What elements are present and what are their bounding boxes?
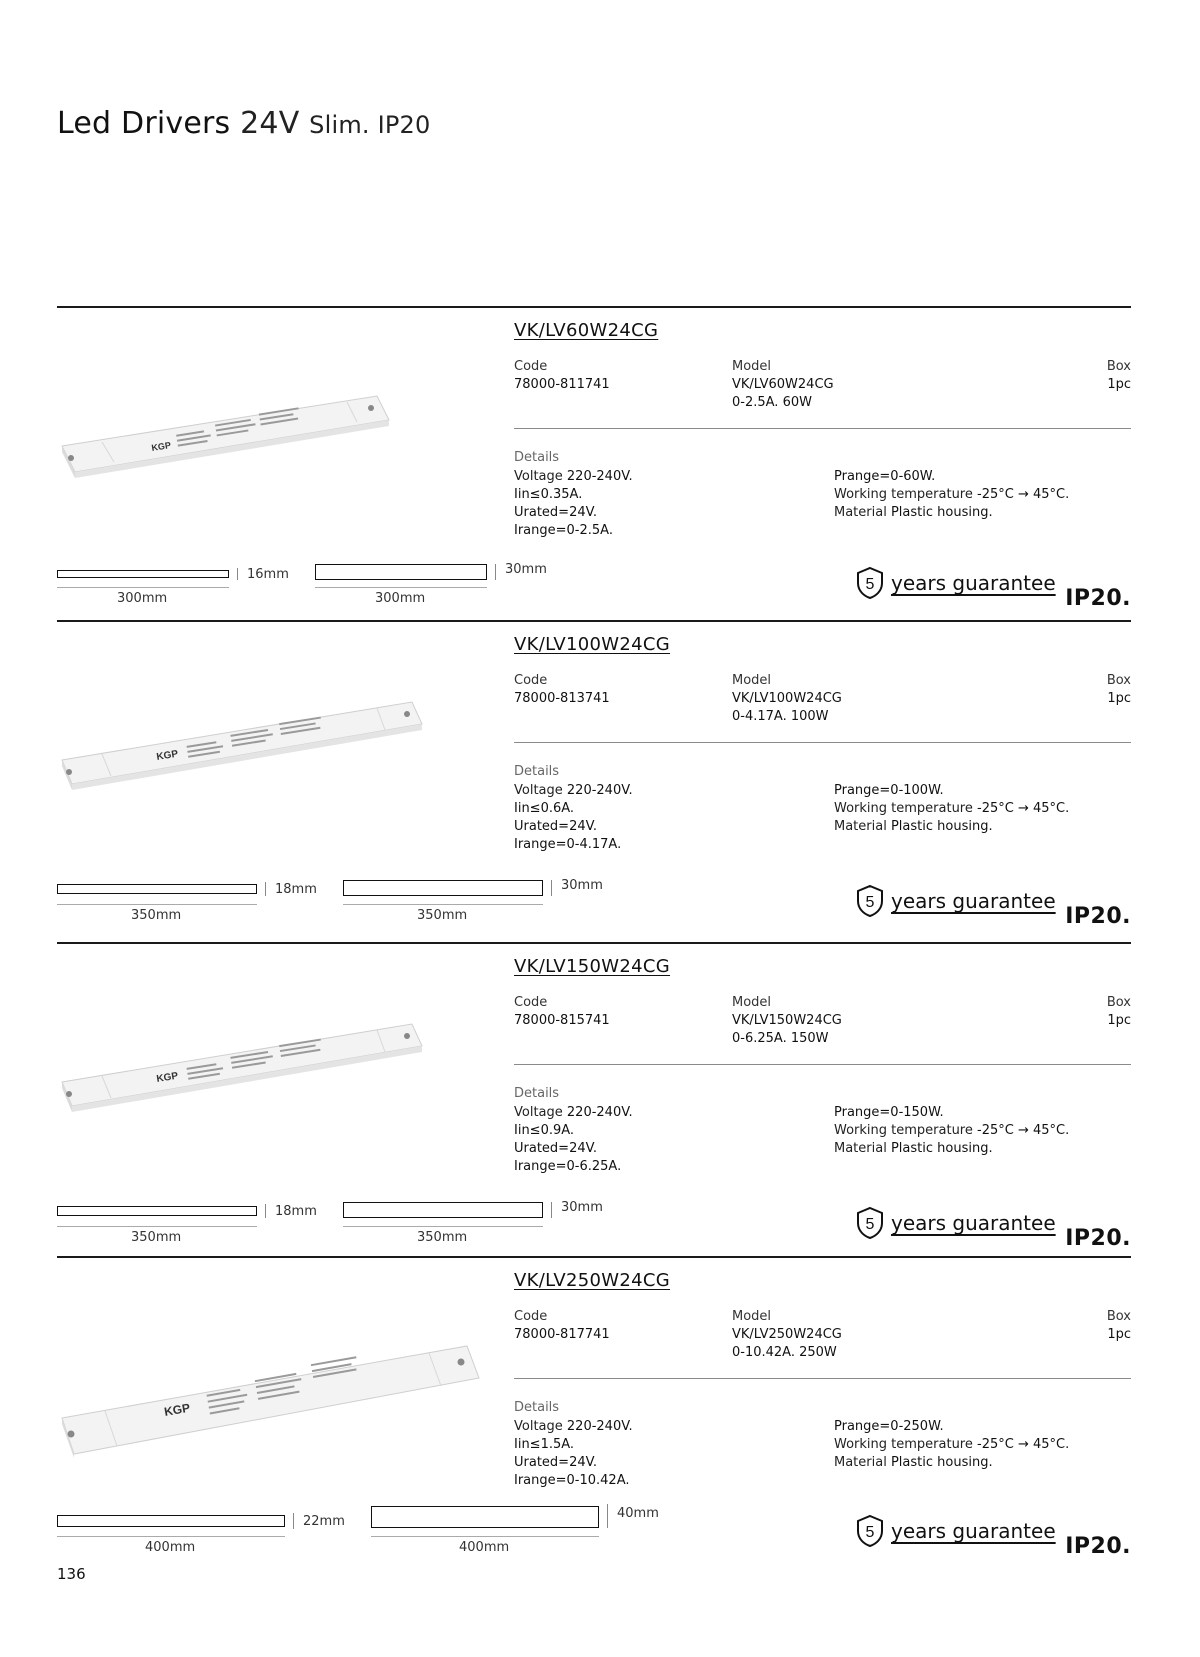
material-value: Plastic housing. <box>890 1141 993 1156</box>
top-profile-bar <box>343 880 543 896</box>
top-length-line <box>343 904 543 905</box>
guarantee-text: years guarantee <box>891 1211 1056 1235</box>
side-length-line <box>57 587 229 588</box>
voltage-value: 220-240V. <box>566 1419 633 1434</box>
brand-label: KGP <box>163 1400 192 1419</box>
box-value: 1pc <box>1107 1327 1131 1342</box>
box-value: 1pc <box>1107 1013 1131 1028</box>
page-number: 136 <box>57 1565 86 1583</box>
material-label: Material <box>834 819 887 834</box>
material-value: Plastic housing. <box>890 819 993 834</box>
details-right <box>834 1104 1069 1158</box>
top-length-line <box>315 587 487 588</box>
divider <box>514 1378 1131 1379</box>
details-label: Details <box>514 1400 560 1415</box>
width-tick <box>495 564 496 580</box>
guarantee-badge <box>855 1206 1056 1240</box>
brand-label: KGP <box>150 440 172 453</box>
ip-rating: IP20. <box>1065 904 1131 929</box>
divider <box>514 742 1131 743</box>
material-value: Plastic housing. <box>890 1455 993 1470</box>
temperature-label: Working temperature <box>834 487 973 502</box>
top-length-label: 300mm <box>375 591 426 606</box>
temperature-label: Working temperature <box>834 1123 973 1138</box>
model-value: VK/LV60W24CG <box>732 377 834 392</box>
side-length-label: 300mm <box>117 591 168 606</box>
side-height-label: 18mm <box>275 882 317 897</box>
height-tick <box>237 568 238 580</box>
product-image <box>57 690 457 800</box>
side-length-label: 350mm <box>131 908 182 923</box>
irange-value: Irange=0-4.17A. <box>514 837 622 852</box>
top-length-line <box>343 1226 543 1227</box>
side-height-label: 18mm <box>275 1204 317 1219</box>
material-label: Material <box>834 1141 887 1156</box>
temperature-value: -25°C → 45°C. <box>977 801 1070 816</box>
model-label: Model <box>732 673 772 688</box>
side-height-label: 22mm <box>303 1514 345 1529</box>
width-tick <box>551 1202 552 1218</box>
code-value: 78000-813741 <box>514 691 610 706</box>
material-label: Material <box>834 1455 887 1470</box>
details-right <box>834 1418 1069 1472</box>
prange-value: Prange=0-100W. <box>834 783 944 798</box>
model-column <box>732 994 842 1048</box>
irange-value: Irange=0-6.25A. <box>514 1159 622 1174</box>
iin-value: Iin≤0.6A. <box>514 801 575 816</box>
code-label: Code <box>514 995 548 1010</box>
side-length-line <box>57 1226 257 1227</box>
code-column <box>514 358 610 394</box>
top-profile-bar <box>343 1202 543 1218</box>
voltage-label: Voltage <box>514 1105 563 1120</box>
details-label: Details <box>514 1086 560 1101</box>
product-model-heading: VK/LV60W24CG <box>514 320 659 341</box>
model-spec: 0-4.17A. 100W <box>732 709 829 724</box>
box-value: 1pc <box>1107 691 1131 706</box>
width-tick <box>607 1504 608 1528</box>
divider <box>514 1064 1131 1065</box>
model-value: VK/LV250W24CG <box>732 1327 842 1342</box>
top-length-label: 350mm <box>417 1230 468 1245</box>
code-column <box>514 672 610 708</box>
top-width-label: 30mm <box>561 878 603 893</box>
details-left <box>514 468 633 540</box>
code-value: 78000-815741 <box>514 1013 610 1028</box>
model-column <box>732 1308 842 1362</box>
guarantee-text: years guarantee <box>891 571 1056 595</box>
model-spec: 0-6.25A. 150W <box>732 1031 829 1046</box>
product-image <box>57 1308 497 1458</box>
temperature-label: Working temperature <box>834 801 973 816</box>
divider <box>514 428 1131 429</box>
height-tick <box>265 1204 266 1218</box>
side-length-label: 350mm <box>131 1230 182 1245</box>
model-column <box>732 358 834 412</box>
shield-icon <box>855 566 885 600</box>
box-value: 1pc <box>1107 377 1131 392</box>
code-value: 78000-817741 <box>514 1327 610 1342</box>
product-section <box>57 942 1131 1256</box>
title-sub: Slim. IP20 <box>309 111 431 139</box>
model-spec: 0-2.5A. 60W <box>732 395 812 410</box>
model-label: Model <box>732 995 772 1010</box>
top-length-label: 350mm <box>417 908 468 923</box>
side-height-label: 16mm <box>247 567 289 582</box>
product-model-heading: VK/LV250W24CG <box>514 1270 671 1291</box>
box-column <box>1107 672 1131 708</box>
urated-value: Urated=24V. <box>514 1141 597 1156</box>
iin-value: Iin≤0.9A. <box>514 1123 575 1138</box>
guarantee-badge <box>855 1514 1056 1548</box>
temperature-label: Working temperature <box>834 1437 973 1452</box>
details-left <box>514 782 633 854</box>
temperature-value: -25°C → 45°C. <box>977 487 1070 502</box>
product-section <box>57 306 1131 620</box>
box-column <box>1107 358 1131 394</box>
model-spec: 0-10.42A. 250W <box>732 1345 837 1360</box>
irange-value: Irange=0-2.5A. <box>514 523 613 538</box>
model-column <box>732 672 842 726</box>
box-label: Box <box>1106 673 1131 688</box>
box-column <box>1107 1308 1131 1344</box>
product-image <box>57 1012 457 1122</box>
side-profile-bar <box>57 884 257 894</box>
prange-value: Prange=0-250W. <box>834 1419 944 1434</box>
top-profile-bar <box>371 1506 599 1528</box>
code-column <box>514 1308 610 1344</box>
product-image <box>57 368 457 488</box>
voltage-label: Voltage <box>514 469 563 484</box>
voltage-label: Voltage <box>514 1419 563 1434</box>
guarantee-text: years guarantee <box>891 1519 1056 1543</box>
shield-icon <box>855 1206 885 1240</box>
details-right <box>834 468 1069 522</box>
top-profile-bar <box>315 564 487 580</box>
guarantee-years: 5 <box>865 576 875 593</box>
details-right <box>834 782 1069 836</box>
model-value: VK/LV100W24CG <box>732 691 842 706</box>
product-section <box>57 1256 1131 1559</box>
guarantee-badge <box>855 566 1056 600</box>
voltage-label: Voltage <box>514 783 563 798</box>
guarantee-text: years guarantee <box>891 889 1056 913</box>
iin-value: Iin≤0.35A. <box>514 487 583 502</box>
box-column <box>1107 994 1131 1030</box>
title-voltage: 24V <box>240 106 300 141</box>
details-left <box>514 1104 633 1176</box>
urated-value: Urated=24V. <box>514 505 597 520</box>
top-length-label: 400mm <box>459 1540 510 1555</box>
code-label: Code <box>514 359 548 374</box>
voltage-value: 220-240V. <box>566 469 633 484</box>
code-label: Code <box>514 1309 548 1324</box>
top-width-label: 40mm <box>617 1506 659 1521</box>
box-label: Box <box>1106 1309 1131 1324</box>
model-value: VK/LV150W24CG <box>732 1013 842 1028</box>
model-label: Model <box>732 359 772 374</box>
side-length-line <box>57 1536 285 1537</box>
prange-value: Prange=0-150W. <box>834 1105 944 1120</box>
top-width-label: 30mm <box>561 1200 603 1215</box>
urated-value: Urated=24V. <box>514 819 597 834</box>
brand-label: KGP <box>155 1070 179 1085</box>
top-width-label: 30mm <box>505 562 547 577</box>
side-profile-bar <box>57 570 229 578</box>
ip-rating: IP20. <box>1065 1226 1131 1251</box>
details-label: Details <box>514 450 560 465</box>
product-model-heading: VK/LV100W24CG <box>514 634 671 655</box>
top-length-line <box>371 1536 599 1537</box>
title-main: Led Drivers <box>57 106 231 141</box>
shield-icon <box>855 1514 885 1548</box>
voltage-value: 220-240V. <box>566 783 633 798</box>
details-label: Details <box>514 764 560 779</box>
material-label: Material <box>834 505 887 520</box>
shield-icon <box>855 884 885 918</box>
guarantee-years: 5 <box>865 894 875 911</box>
side-profile-bar <box>57 1515 285 1527</box>
guarantee-years: 5 <box>865 1216 875 1233</box>
product-model-heading: VK/LV150W24CG <box>514 956 671 977</box>
voltage-value: 220-240V. <box>566 1105 633 1120</box>
ip-rating: IP20. <box>1065 586 1131 611</box>
guarantee-badge <box>855 884 1056 918</box>
prange-value: Prange=0-60W. <box>834 469 936 484</box>
model-label: Model <box>732 1309 772 1324</box>
code-label: Code <box>514 673 548 688</box>
iin-value: Iin≤1.5A. <box>514 1437 575 1452</box>
product-section <box>57 620 1131 942</box>
side-length-label: 400mm <box>145 1540 196 1555</box>
code-column <box>514 994 610 1030</box>
width-tick <box>551 880 552 896</box>
irange-value: Irange=0-10.42A. <box>514 1473 630 1488</box>
ip-rating: IP20. <box>1065 1534 1131 1559</box>
page-title <box>57 106 430 141</box>
details-left <box>514 1418 633 1490</box>
material-value: Plastic housing. <box>890 505 993 520</box>
box-label: Box <box>1106 359 1131 374</box>
code-value: 78000-811741 <box>514 377 610 392</box>
urated-value: Urated=24V. <box>514 1455 597 1470</box>
guarantee-years: 5 <box>865 1524 875 1541</box>
side-profile-bar <box>57 1206 257 1216</box>
side-length-line <box>57 904 257 905</box>
height-tick <box>293 1513 294 1529</box>
height-tick <box>265 882 266 896</box>
temperature-value: -25°C → 45°C. <box>977 1123 1070 1138</box>
box-label: Box <box>1106 995 1131 1010</box>
temperature-value: -25°C → 45°C. <box>977 1437 1070 1452</box>
brand-label: KGP <box>155 748 179 763</box>
